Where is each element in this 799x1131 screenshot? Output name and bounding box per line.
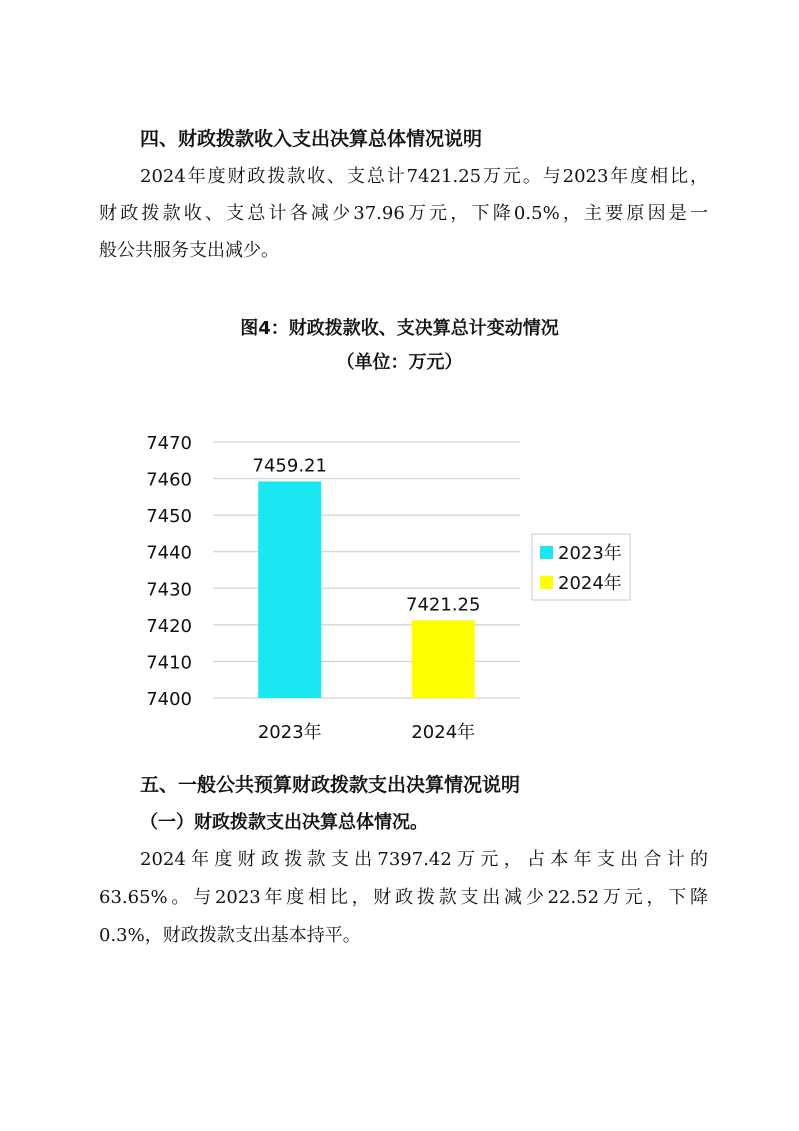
legend-entry: 2023年 — [558, 543, 622, 564]
x-tick-label: 2023年 — [257, 722, 322, 743]
bar-value-label: 7459.21 — [252, 455, 327, 477]
legend-swatch — [540, 546, 553, 559]
bar-chart — [120, 420, 650, 760]
y-tick-label: 7470 — [146, 433, 192, 454]
section-5-paragraph-line-2: 63.65%。与2023年度相比，财政拨款支出减少22.52万元，下降 — [99, 887, 708, 908]
section-4-paragraph-line-2: 财政拨款收、支总计各减少37.96万元，下降0.5%，主要原因是一 — [99, 203, 708, 224]
section-4-heading: 四、财政拨款收入支出决算总体情况说明 — [140, 128, 483, 150]
bar-value-label: 7421.25 — [406, 594, 481, 616]
section-5-paragraph-line-3: 0.3%，财政拨款支出基本持平。 — [99, 925, 361, 946]
section-4-paragraph-line-1: 2024年度财政拨款收、支总计7421.25万元。与2023年度相比， — [140, 166, 708, 187]
section-5-subheading: （一）财政拨款支出决算总体情况。 — [140, 812, 428, 833]
y-tick-label: 7410 — [146, 652, 192, 674]
bar-2023年 — [258, 481, 321, 698]
y-tick-label: 7460 — [146, 469, 192, 491]
section-5-paragraph-line-1: 2024年度财政拨款支出7397.42万元，占本年支出合计的 — [140, 849, 708, 870]
chart-legend — [532, 534, 630, 600]
figure-title: 图4：财政拨款收、支决算总计变动情况 — [240, 318, 559, 339]
legend-entry: 2024年 — [558, 573, 622, 594]
figure-unit: （单位：万元） — [336, 352, 463, 373]
y-tick-label: 7440 — [146, 542, 192, 564]
y-tick-label: 7420 — [146, 615, 192, 637]
bar-2024年 — [412, 620, 475, 698]
section-4-paragraph-line-3: 般公共服务支出减少。 — [99, 240, 279, 261]
y-tick-label: 7400 — [146, 689, 192, 710]
y-tick-label: 7450 — [146, 506, 192, 528]
x-tick-label: 2024年 — [411, 722, 476, 743]
y-tick-label: 7430 — [146, 579, 192, 601]
chart-y-axis — [146, 433, 192, 710]
legend-swatch — [540, 576, 553, 589]
section-5-heading: 五、一般公共预算财政拨款支出决算情况说明 — [140, 774, 521, 796]
chart-x-axis — [258, 721, 475, 743]
